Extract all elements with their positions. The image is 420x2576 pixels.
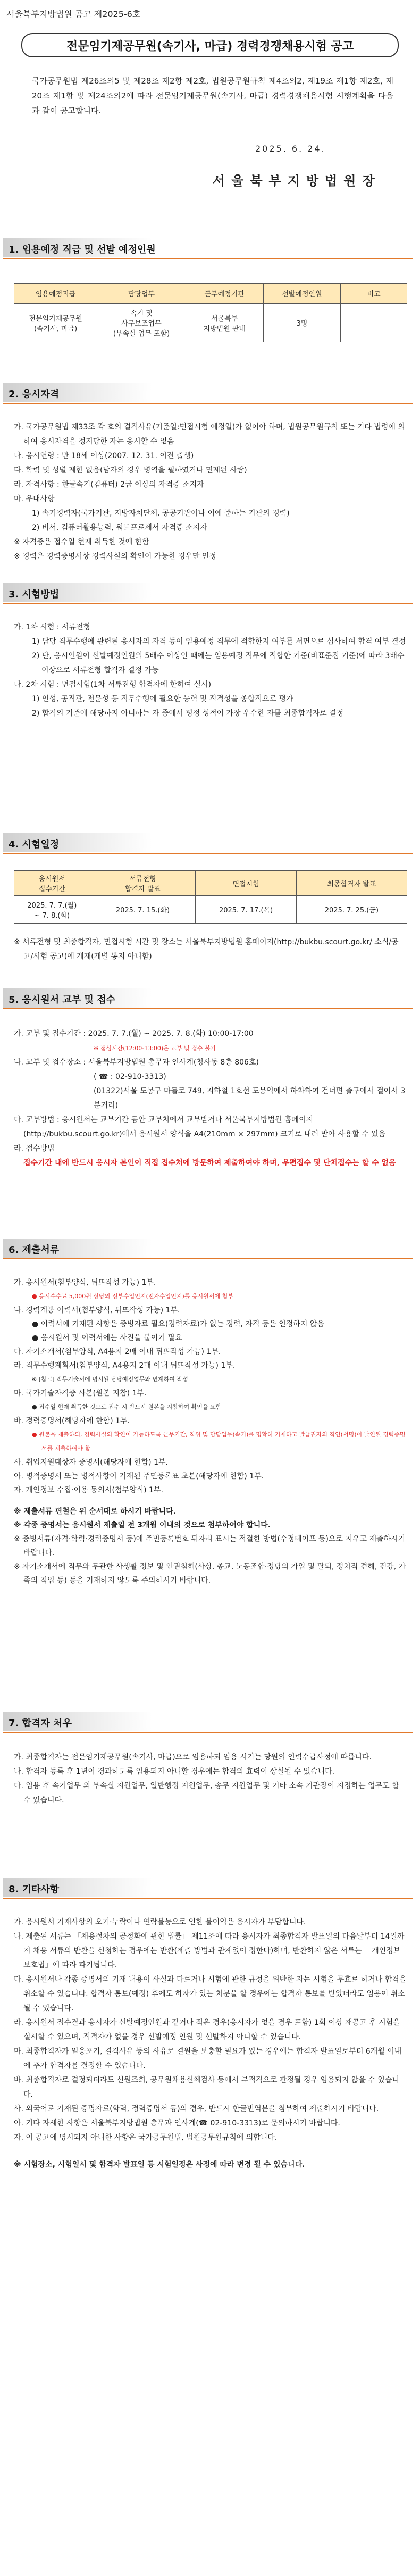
- table-header-cell: 임용예정직급: [14, 284, 97, 304]
- section-8-heading: 8. 기타사항: [3, 1878, 163, 1897]
- section-6-heading: 6. 제출서류: [3, 1239, 163, 1258]
- section-2-heading: 2. 응시자격: [3, 383, 163, 402]
- qualification-item: 가. 국가공무원법 제33조 각 호의 결격사유(기준일:면접시험 예정일)가 없어야 하며, 법원공무원규칙 또는 기타 법령에 의하여 응시자격을 정지당한 자는 응시할 수 없음: [14, 423, 405, 446]
- final-notice: ※ 시험장소, 시험일시 및 합격자 발표일 등 시험일정은 사정에 따라 변경 될 수 있습니다.: [14, 2160, 305, 2169]
- section-3-heading: 3. 시험방법: [3, 583, 163, 602]
- address: (01322)서울 도봉구 마들로 749, 지하철 1호선 도봉역에서 하차하여 건너편 출구에서 걸어서 3분거리): [94, 1087, 406, 1110]
- document-notice: ※ 제출서류 편철은 위 순서대로 하시기 바랍니다.: [14, 1507, 177, 1516]
- document-item: 사. 취업지원대상자 증명서(해당자에 한함) 1부.: [14, 1458, 168, 1467]
- treatment-item: 다. 임용 후 속기업무 외 부속실 지원업무, 일반행정 지원업무, 송무 지원업무 및 기타 소속 기관장이 지정하는 업무도 할 수 있습니다.: [14, 1782, 399, 1805]
- exam-stage: 가. 1차 시험 : 서류전형: [14, 623, 91, 631]
- application-place: 나. 교부 및 접수장소 : 서울북부지방법원 총무과 인사계(청사동 8층 806호): [14, 1058, 259, 1067]
- preference-item: 1) 속기경력자(국가기관, 지방자치단체, 공공기관이나 이에 준하는 기관의 경력): [32, 509, 290, 518]
- section-8-body: [14, 1915, 407, 2172]
- section-6-body: [14, 1276, 407, 1588]
- document-item: 바. 경력증명서(해당자에 한함) 1부.: [14, 1417, 130, 1425]
- section-7-heading: 7. 합격자 처우: [3, 1712, 163, 1731]
- document-item: 다. 자기소개서(첨부양식, A4용지 2매 이내 뒤뜨작성 가능) 1부.: [14, 1348, 221, 1356]
- qualification-item: 마. 우대사항: [14, 495, 55, 503]
- positions-table: [14, 283, 407, 342]
- table-cell: 3명: [263, 304, 341, 342]
- other-item: 아. 기타 자세한 사항은 서울북부지방법원 총무과 인사계(☎ 02-910-3313)로 문의하시기 바랍니다.: [14, 2119, 340, 2128]
- section-3-body: [14, 620, 407, 721]
- schedule-note: ※ 서류전형 및 최종합격자, 면접시험 시간 및 장소는 서울북부지방법원 홈페이지(http://bukbu.scourt.go.kr/ 소식/공고/시험 공고)에 게재(개별 통지 아니함): [14, 938, 399, 961]
- other-item: 마. 최종합격자가 임용포기, 결격사유 등의 사유로 결원을 보충할 필요가 있는 경우에는 합격자 발표일로부터 6개월 이내에 추가 합격자를 결정할 수 있습니다.: [14, 2047, 402, 2070]
- document-note: ● 응시원서 및 이력서에는 사진을 붙이기 필요: [32, 1334, 182, 1342]
- contact-phone: ( ☎ : 02-910-3313): [94, 1073, 166, 1081]
- other-item: 사. 외국어로 기재된 증명자료(학력, 경력증명서 등)의 경우, 반드시 한글번역본을 첨부하여 제출하시기 바랍니다.: [14, 2105, 379, 2113]
- table-header-cell: 선발예정인원: [263, 284, 341, 304]
- table-cell: 속기 및 사무보조업무 (부속실 업무 포함): [97, 304, 186, 342]
- qualification-item: 나. 응시연령 : 만 18세 이상(2007. 12. 31. 이전 출생): [14, 452, 194, 460]
- document-notice: ※ 각종 증명서는 응시원서 제출일 전 3개월 이내의 것으로 첨부하여야 합니다.: [14, 1521, 271, 1530]
- document-item: 마. 국가기술자격증 사본(원본 지참) 1부.: [14, 1389, 147, 1398]
- note-text: ※ 자격증은 접수일 현재 취득한 것에 한함: [14, 538, 149, 546]
- other-item: 다. 응시원서나 각종 증명서의 기재 내용이 사실과 다르거나 시험에 관한 규정을 위반한 자는 시험을 무효로 하거나 합격을 취소할 수 있습니다. 합격자 통보(예정) 후에도 하자가 있는 처분을 할 경우에는 합격자 통보를 받았더라도 임용이 취소될 수 있습니다.: [14, 1975, 407, 2013]
- application-period: 가. 교부 및 접수기간 : 2025. 7. 7.(월) ~ 2025. 7. 8.(화) 10:00-17:00: [14, 1029, 254, 1038]
- table-header-cell: 최종합격자 발표: [296, 871, 407, 896]
- section-2-body: [14, 420, 407, 564]
- schedule-table: [14, 870, 407, 924]
- notice-number: 서울북부지방법원 공고 제2025-6호: [6, 9, 141, 19]
- table-header-cell: 면접시험: [196, 871, 296, 896]
- table-cell: 서울북부 지방법원 관내: [186, 304, 263, 342]
- exam-detail: 1) 인성, 공직관, 전문성 등 직무수행에 필요한 능력 및 적격성을 종합적으로 평가: [32, 695, 293, 703]
- submission-warning: 접수기간 내에 반드시 응시자 본인이 직접 접수처에 방문하여 제출하여야 하며, 우편접수 및 단체접수는 할 수 없음: [23, 1159, 396, 1167]
- document-item: 아. 병적증명서 또는 병적사항이 기재된 주민등록표 초본(해당자에 한함) 1부.: [14, 1472, 264, 1481]
- distribution-method: 다. 교부방법 : 응시원서는 교부기간 동안 교부처에서 교부받거나 서울북부지방법원 홈페이지(http://bukbu.scourt.go.kr)에서 응시원서 양식을 A4(210mm × 297mm) 크기로 내려 받아 사용할 수 있음: [14, 1116, 386, 1139]
- section-7-body: [14, 1750, 407, 1808]
- document-item: 나. 경력계통 이력서(첨부양식, 뒤뜨작성 가능) 1부.: [14, 1306, 180, 1315]
- table-cell: 2025. 7. 25.(금): [296, 896, 407, 924]
- document-note: ● 접수일 현재 취득한 것으로 접수 시 반드시 원본을 지참하여 확인을 요함: [32, 1403, 222, 1410]
- document-note: ● 이력서에 기재된 사항은 증빙자료 필요(경력자료)가 없는 경력, 자격 등은 인정하지 않음: [32, 1320, 324, 1328]
- notice-intro: 국가공무원법 제26조의5 및 제28조 제2항 제2호, 법원공무원규칙 제4조의2, 제19조 제1항 제2호, 제20조 제1항 및 제24조의2에 따라 전문임기제공무원(속기사, 마급) 경력경쟁채용시험 시행계획을 다음과 같이 공고합니다.: [32, 76, 393, 115]
- table-header-cell: 응시원서 접수기간: [14, 871, 90, 896]
- section-1-heading: 1. 임용예정 직급 및 선발 예정인원: [3, 238, 163, 257]
- treatment-item: 가. 최종합격자는 전문임기제공무원(속기사, 마급)으로 임용하되 임용 시기는 당원의 인력수급사정에 따릅니다.: [14, 1753, 372, 1761]
- table-cell: 2025. 7. 15.(화): [90, 896, 196, 924]
- table-cell: [341, 304, 407, 342]
- document-note: ● 원본을 제출하되, 경력사실의 확인이 가능하도록 근무기간, 직위 및 담당업무(속기)를 명확히 기재하고 발급권자의 직인(서명)이 날인된 경력증명서를 제출하여야 함: [32, 1431, 406, 1452]
- document-notice: ※ 증빙서류(자격·학력·경력증명서 등)에 주민등록번호 뒤자리 표시는 적절한 방법(수정테이프 등)으로 지우고 제출하시기 바랍니다.: [14, 1535, 406, 1557]
- lunch-note: ※ 점심시간(12:00-13:00)은 교부 및 접수 불가: [94, 1045, 216, 1052]
- notice-title: 전문임기제공무원(속기사, 마급) 경력경쟁채용시험 공고: [21, 33, 399, 57]
- section-5-body: [14, 1027, 407, 1170]
- document-note: ● 응시수수료 5,000원 상당의 정부수입인지(전자수입인지)를 응시원서에 첨부: [32, 1293, 233, 1300]
- other-item: 바. 최종합격자로 결정되더라도 신원조회, 공무원채용신체검사 등에서 부적격으로 판정될 경우 임용되지 않을 수 있습니다.: [14, 2076, 399, 2099]
- other-item: 가. 응시원서 기재사항의 오기·누락이나 연락불능으로 인한 불이익은 응시자가 부담합니다.: [14, 1918, 306, 1926]
- exam-detail: 1) 담당 직무수행에 관련된 응시자의 자격 등이 임용예정 직무에 적합한지 여부를 서면으로 심사하여 합격 여부 결정: [32, 637, 406, 646]
- table-header-cell: 근무예정기관: [186, 284, 263, 304]
- issuing-court: 서울북부지방법원장: [213, 173, 381, 188]
- table-cell: 2025. 7. 7.(월) ~ 7. 8.(화): [14, 896, 90, 924]
- table-header-cell: 비고: [341, 284, 407, 304]
- document-item: 자. 개인정보 수집·이용 동의서(첨부양식) 1부.: [14, 1486, 163, 1494]
- document-item: 라. 직무수행계획서(첨부양식, A4용지 2매 이내 뒤뜨작성 가능) 1부.: [14, 1361, 236, 1370]
- table-cell: 전문임기제공무원 (속기사, 마급): [14, 304, 97, 342]
- document-note: ※ [참고] 직무기술서에 명시된 담당예정업무와 연계하여 작성: [32, 1376, 188, 1383]
- table-header-cell: 서류전형 합격자 발표: [90, 871, 196, 896]
- exam-detail: 2) 합격의 기준에 해당하지 아니하는 자 중에서 평정 성적이 가장 우수한 자를 최종합격자로 결정: [32, 709, 344, 718]
- document-item: 가. 응시원서(첨부양식, 뒤뜨작성 가능) 1부.: [14, 1278, 156, 1287]
- exam-stage: 나. 2차 시험 : 면접시험(1차 서류전형 합격자에 한하여 실시): [14, 680, 212, 689]
- exam-detail: 2) 단, 응시인원이 선발예정인원의 5배수 이상인 때에는 임용예정 직무에 적합한 기준(비표준점 기준)에 따라 3배수 이상으로 서류전형 합격자 결정 가능: [32, 652, 405, 675]
- qualification-item: 라. 자격사항 : 한글속기(컴퓨터) 2급 이상의 자격증 소지자: [14, 480, 204, 489]
- note-text: ※ 경력은 경력증명서상 경력사실의 확인이 가능한 경우만 인정: [14, 552, 216, 561]
- section-5-heading: 5. 응시원서 교부 및 접수: [3, 988, 163, 1008]
- preference-item: 2) 비서, 컴퓨터활용능력, 워드프로세서 자격증 소지자: [32, 523, 207, 532]
- other-item: 나. 제출된 서류는 「채용절차의 공정화에 관한 법률」 제11조에 따라 응시자가 최종합격자 발표일의 다음날부터 14일까지 채용 서류의 반환을 신청하는 경우에는 반환(제출 방법과 관계없이 정한다)하며, 반환하지 않은 서류는 「개인정보 보호법」에 따라 파기됩니다.: [14, 1932, 405, 1970]
- other-item: 자. 이 공고에 명시되지 아니한 사항은 국가공무원법, 법원공무원규칙에 의합니다.: [14, 2133, 278, 2142]
- submission-method: 라. 접수방법: [14, 1144, 55, 1153]
- treatment-item: 나. 합격자 등록 후 1년이 경과하도록 임용되지 아니할 경우에는 합격의 효력이 상실될 수 있습니다.: [14, 1767, 335, 1776]
- table-cell: 2025. 7. 17.(목): [196, 896, 296, 924]
- qualification-item: 다. 학력 및 성별 제한 없음(남자의 경우 병역을 필하였거나 면제된 사람): [14, 466, 247, 475]
- notice-date: 2025. 6. 24.: [255, 144, 326, 154]
- document-notice: ※ 자기소개서에 직무와 무관한 사생활 정보 및 인권침해(사상, 종교, 노동조합·정당의 가입 및 탈퇴, 정치적 견해, 건강, 가족의 직업 등) 등을 기재하지 않도록 주의하시기 바랍니다.: [14, 1563, 406, 1585]
- section-4-heading: 4. 시험일정: [3, 833, 163, 852]
- table-header-cell: 담당업무: [97, 284, 186, 304]
- other-item: 라. 응시원서 접수결과 응시자가 선발예정인원과 같거나 적은 경우(응시자가 없을 경우 포함) 1회 이상 재공고 후 시험을 실시할 수 있으며, 적격자가 없을 경우 선발예정 인원 및 선발하지 아니할 수 있습니다.: [14, 2018, 400, 2041]
